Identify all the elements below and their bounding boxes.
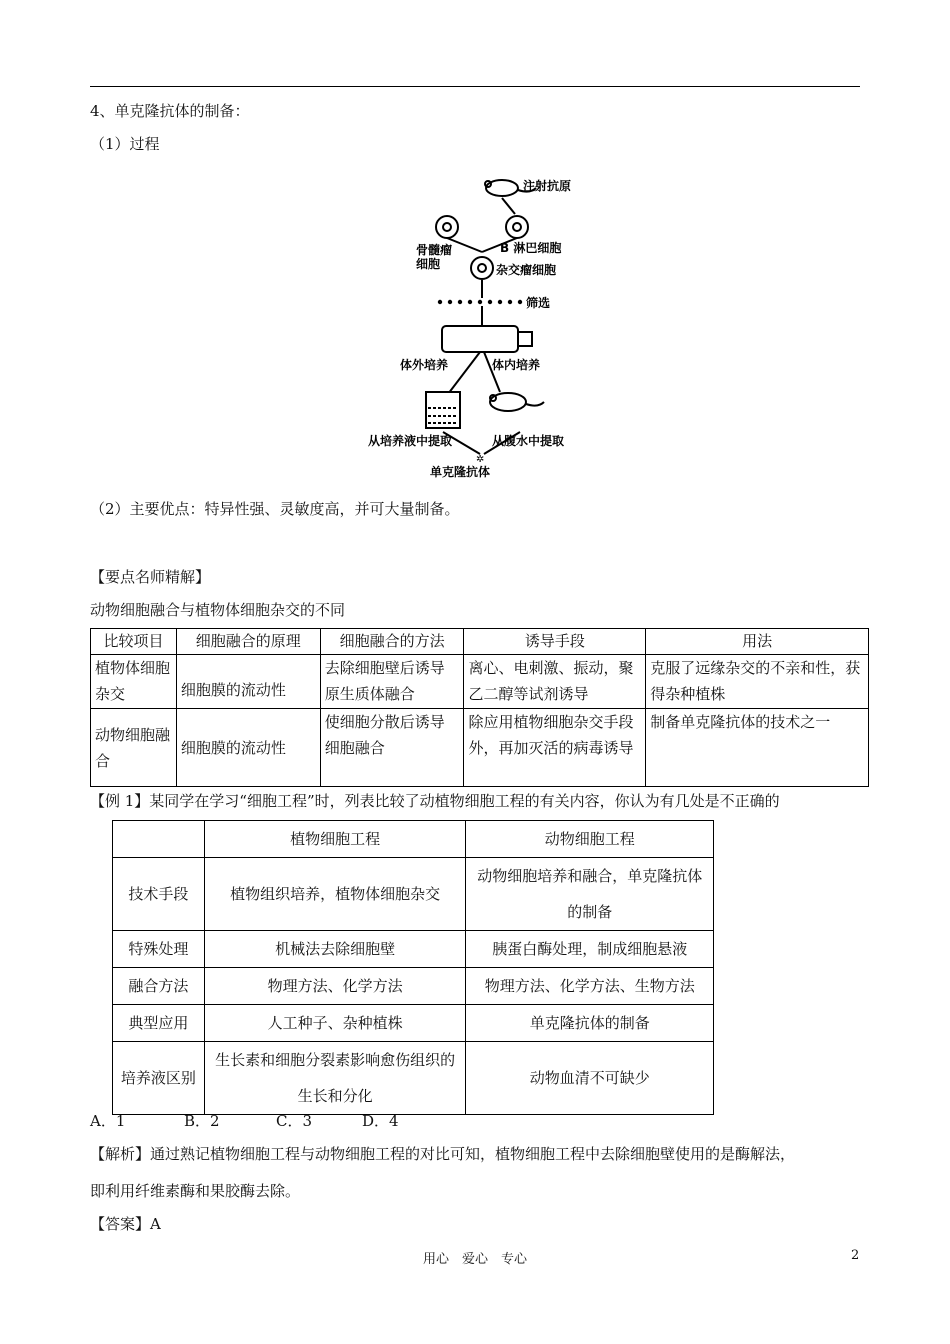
option-a: A．1 bbox=[90, 1112, 126, 1130]
table-cell: 人工种子、杂种植株 bbox=[204, 1005, 466, 1042]
beaker-icon bbox=[426, 392, 460, 428]
table-row bbox=[113, 858, 714, 931]
cell-engineering-table bbox=[112, 820, 714, 1115]
table-cell: 胰蛋白酶处理，制成细胞悬液 bbox=[466, 931, 714, 968]
table-cell: 机械法去除细胞壁 bbox=[204, 931, 466, 968]
table-cell: 动物细胞融合 bbox=[91, 709, 177, 787]
mouse-icon-lower bbox=[490, 393, 544, 411]
table-cell: 除应用植物细胞杂交手段外，再加灭活的病毒诱导 bbox=[464, 709, 646, 787]
option-b: B．2 bbox=[184, 1112, 220, 1130]
analysis-line-2: 即利用纤维素酶和果胶酶去除。 bbox=[90, 1182, 301, 1200]
label-myeloma-text-line2: 细胞 bbox=[416, 257, 441, 271]
screening-dots-icon bbox=[438, 300, 522, 304]
table-cell: 制备单克隆抗体的技术之一 bbox=[646, 709, 869, 787]
option-d: D．4 bbox=[362, 1112, 399, 1130]
table-cell: 离心、电刺激、振动，聚乙二醇等试剂诱导 bbox=[464, 655, 646, 709]
label-inject: 注射抗原 bbox=[523, 179, 572, 193]
label-antibody: 单克隆抗体 bbox=[430, 465, 491, 479]
table-cell: 单克隆抗体的制备 bbox=[466, 1005, 714, 1042]
table-cell: 细胞膜的流动性 bbox=[176, 709, 320, 787]
label-from-ascites: 从腹水中提取 bbox=[492, 434, 565, 448]
table-header-cell: 比较项目 bbox=[91, 629, 177, 655]
table-cell: 融合方法 bbox=[113, 968, 205, 1005]
b-cell-icon bbox=[506, 216, 528, 238]
page-number: 2 bbox=[851, 1248, 860, 1263]
label-from-culture: 从培养液中提取 bbox=[368, 434, 453, 448]
subsection-process: （1）过程 bbox=[90, 135, 160, 153]
arrow-to-bcell bbox=[502, 198, 515, 214]
label-myeloma bbox=[416, 242, 456, 271]
table-row bbox=[91, 655, 869, 709]
table-cell: 动物血清不可缺少 bbox=[466, 1042, 714, 1115]
label-in-vivo: 体内培养 bbox=[492, 358, 541, 372]
advantages-text: （2）主要优点：特异性强、灵敏度高，并可大量制备。 bbox=[90, 500, 460, 518]
label-bcell: B 淋巴细胞 bbox=[500, 241, 562, 255]
culture-bottle-icon bbox=[442, 326, 532, 352]
page-footer: 用心 爱心 专心 bbox=[422, 1252, 527, 1267]
table-header-cell bbox=[113, 821, 205, 858]
answer-options bbox=[90, 1110, 399, 1132]
table-cell: 去除细胞壁后诱导原生质体融合 bbox=[320, 655, 464, 709]
analysis-line-1: 【解析】通过熟记植物细胞工程与动物细胞工程的对比可知，植物细胞工程中去除细胞壁使用的是酶解法， bbox=[90, 1145, 796, 1163]
table-row bbox=[91, 709, 869, 787]
table-row bbox=[113, 1005, 714, 1042]
table-cell: 技术手段 bbox=[113, 858, 205, 931]
table-cell: 物理方法、化学方法 bbox=[204, 968, 466, 1005]
table-cell: 植物组织培养，植物体细胞杂交 bbox=[204, 858, 466, 931]
header-rule bbox=[90, 86, 860, 87]
diagram-svg bbox=[368, 170, 600, 490]
table-row bbox=[113, 968, 714, 1005]
table-cell: 动物细胞培养和融合，单克隆抗体的制备 bbox=[466, 858, 714, 931]
table-cell: 特殊处理 bbox=[113, 931, 205, 968]
answer-text: 【答案】A bbox=[90, 1215, 161, 1233]
table-cell: 克服了远缘杂交的不亲和性，获得杂种植株 bbox=[646, 655, 869, 709]
table-header-cell: 植物细胞工程 bbox=[204, 821, 466, 858]
table-row bbox=[113, 1042, 714, 1115]
table-cell: 细胞膜的流动性 bbox=[176, 655, 320, 709]
table-header-cell: 诱导手段 bbox=[464, 629, 646, 655]
table-header-row bbox=[91, 629, 869, 655]
label-myeloma-text: 骨髓瘤 bbox=[416, 243, 453, 257]
table-header-cell: 细胞融合的方法 bbox=[320, 629, 464, 655]
table-row bbox=[113, 931, 714, 968]
label-screen: 筛选 bbox=[526, 296, 551, 310]
table-header-cell: 细胞融合的原理 bbox=[176, 629, 320, 655]
label-hybridoma: 杂交瘤细胞 bbox=[496, 263, 557, 277]
example-question: 【例 1】某同学在学习“细胞工程”时，列表比较了动植物细胞工程的有关内容，你认为有几处是不正确的 bbox=[90, 792, 780, 810]
table-cell: 使细胞分散后诱导细胞融合 bbox=[320, 709, 464, 787]
fusion-comparison-table bbox=[90, 628, 869, 787]
table-cell: 典型应用 bbox=[113, 1005, 205, 1042]
monoclonal-antibody-diagram bbox=[368, 170, 600, 490]
comparison-title: 动物细胞融合与植物体细胞杂交的不同 bbox=[90, 601, 346, 619]
table-cell: 培养液区别 bbox=[113, 1042, 205, 1115]
section-title: 4、单克隆抗体的制备： bbox=[90, 102, 250, 120]
table-header-row bbox=[113, 821, 714, 858]
myeloma-cell-icon bbox=[436, 216, 458, 238]
antibody-symbol-icon: ✲ bbox=[476, 454, 485, 465]
table-cell: 物理方法、化学方法、生物方法 bbox=[466, 968, 714, 1005]
table-header-cell: 动物细胞工程 bbox=[466, 821, 714, 858]
hybridoma-cell-icon bbox=[471, 257, 493, 279]
table-cell: 植物体细胞杂交 bbox=[91, 655, 177, 709]
label-in-vitro: 体外培养 bbox=[400, 358, 449, 372]
key-points-heading: 【要点名师精解】 bbox=[90, 568, 211, 586]
table-cell: 生长素和细胞分裂素影响愈伤组织的生长和分化 bbox=[204, 1042, 466, 1115]
option-c: C．3 bbox=[276, 1112, 313, 1130]
table-header-cell: 用法 bbox=[646, 629, 869, 655]
